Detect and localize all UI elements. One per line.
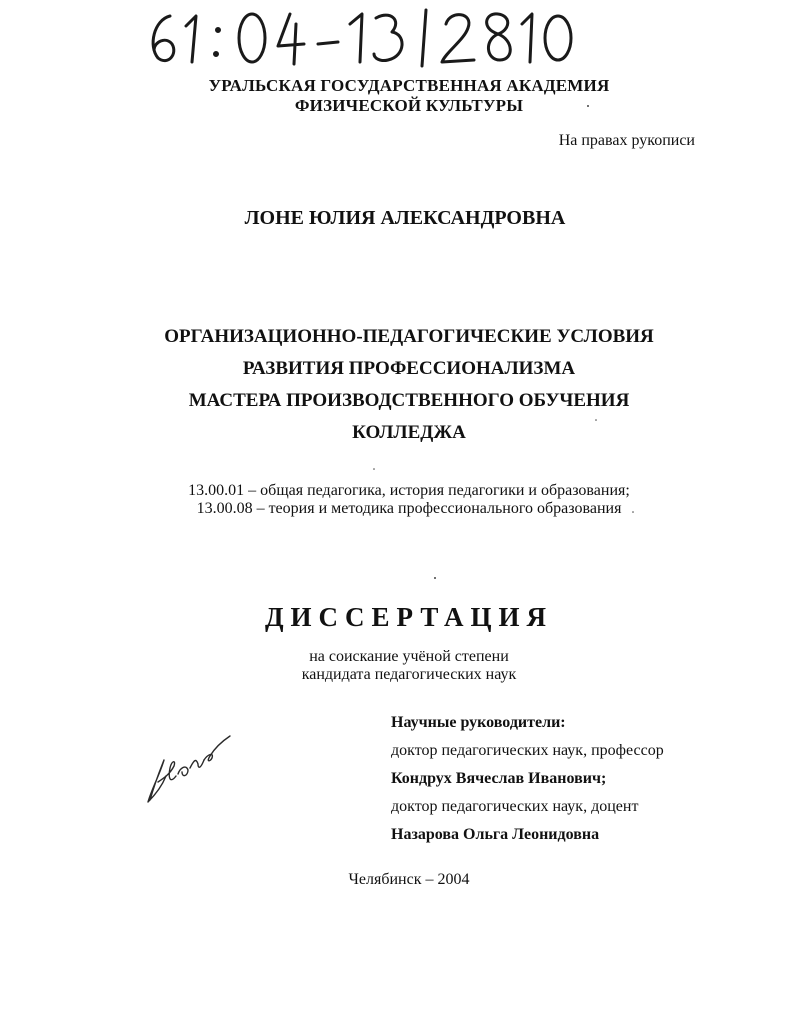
title-line-1: ОРГАНИЗАЦИОННО-ПЕДАГОГИЧЕСКИЕ УСЛОВИЯ — [164, 326, 654, 347]
supervisor-1-name: Кондрух Вячеслав Иванович; — [391, 770, 607, 787]
degree-line-2: кандидата педагогических наук — [301, 666, 517, 683]
author-signature — [140, 730, 240, 810]
handwritten-number-strokes — [140, 6, 580, 68]
specialty-line-2: 13.00.08 – теория и методика профессионального образования — [196, 500, 622, 517]
institution-line-2: ФИЗИЧЕСКОЙ КУЛЬТУРЫ — [294, 96, 524, 115]
supervisors-heading: Научные руководители: — [391, 714, 566, 731]
degree-line-1: на соискание учёной степени — [309, 648, 509, 665]
author-name: ЛОНЕ ЮЛИЯ АЛЕКСАНДРОВНА — [244, 207, 566, 229]
institution-line-1: УРАЛЬСКАЯ ГОСУДАРСТВЕННАЯ АКАДЕМИЯ — [208, 76, 610, 95]
title-line-4: КОЛЛЕДЖА — [352, 422, 466, 443]
handwritten-archive-number — [140, 6, 580, 68]
manuscript-rights: На правах рукописи — [558, 132, 695, 149]
supervisor-2-title: доктор педагогических наук, доцент — [391, 798, 639, 815]
speck — [434, 577, 436, 579]
supervisor-2-name: Назарова Ольга Леонидовна — [391, 826, 600, 843]
speck — [373, 468, 375, 470]
signature-strokes — [140, 730, 240, 810]
speck — [595, 419, 597, 421]
document-type: ДИССЕРТАЦИЯ — [264, 602, 554, 632]
supervisor-1-title: доктор педагогических наук, профессор — [391, 742, 664, 759]
city-year: Челябинск – 2004 — [348, 871, 470, 888]
title-line-3: МАСТЕРА ПРОИЗВОДСТВЕННОГО ОБУЧЕНИЯ — [188, 390, 630, 411]
title-line-2: РАЗВИТИЯ ПРОФЕССИОНАЛИЗМА — [242, 358, 576, 379]
specialty-line-1: 13.00.01 – общая педагогика, история педагогики и образования; — [188, 482, 630, 499]
